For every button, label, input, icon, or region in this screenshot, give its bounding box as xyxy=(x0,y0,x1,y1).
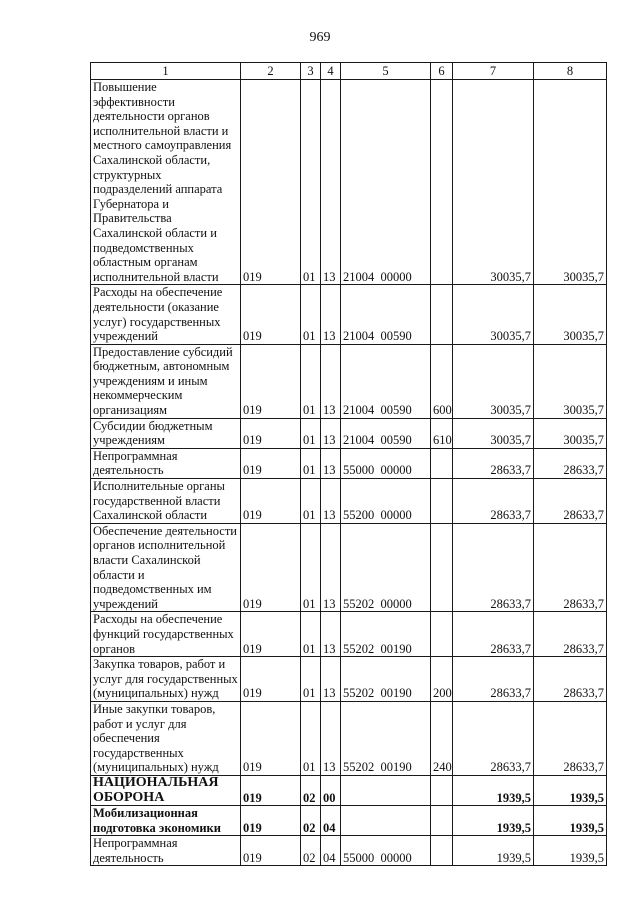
header-cell: 6 xyxy=(431,63,453,80)
header-row xyxy=(91,63,607,80)
section-code-cell: 01 xyxy=(301,612,321,657)
section-code-cell: 02 xyxy=(301,775,321,805)
table-row xyxy=(91,775,607,805)
item-name-cell: Мобилизационная подготовка экономики xyxy=(91,806,241,836)
amount-cell: 30035,7 xyxy=(453,285,534,344)
target-item-cell: 21004 00000 xyxy=(341,80,431,285)
ministry-code-cell: 019 xyxy=(241,657,301,702)
expense-type-cell xyxy=(431,612,453,657)
expense-type-cell xyxy=(431,479,453,524)
table-row xyxy=(91,523,607,612)
expense-type-cell: 610 xyxy=(431,418,453,448)
expense-type-cell xyxy=(431,448,453,478)
expense-type-cell: 200 xyxy=(431,657,453,702)
amount-cell: 28633,7 xyxy=(534,448,607,478)
table-row xyxy=(91,806,607,836)
table-row xyxy=(91,657,607,702)
target-item-cell xyxy=(341,775,431,805)
target-item-cell: 55202 00190 xyxy=(341,701,431,775)
ministry-code-cell: 019 xyxy=(241,80,301,285)
header-cell: 8 xyxy=(534,63,607,80)
page-number: 969 xyxy=(309,30,331,45)
target-item-cell: 55202 00000 xyxy=(341,523,431,612)
item-name-cell: Иные закупки товаров, работ и услуг для обеспечения государственных (муниципальных) нужд xyxy=(91,701,241,775)
ministry-code-cell: 019 xyxy=(241,479,301,524)
subsection-code-cell: 13 xyxy=(321,612,341,657)
target-item-cell xyxy=(341,806,431,836)
ministry-code-cell: 019 xyxy=(241,285,301,344)
amount-cell: 28633,7 xyxy=(453,523,534,612)
amount-cell: 28633,7 xyxy=(453,448,534,478)
section-code-cell: 02 xyxy=(301,806,321,836)
item-name-cell: Расходы на обеспечение деятельности (оказание услуг) государственных учреждений xyxy=(91,285,241,344)
section-code-cell: 02 xyxy=(301,836,321,866)
item-name-cell: Обеспечение деятельности органов исполнительной власти Сахалинской области и подведомственных им учреждений xyxy=(91,523,241,612)
amount-cell: 28633,7 xyxy=(534,479,607,524)
target-item-cell: 55202 00190 xyxy=(341,657,431,702)
subsection-code-cell: 13 xyxy=(321,448,341,478)
amount-cell: 1939,5 xyxy=(453,775,534,805)
ministry-code-cell: 019 xyxy=(241,612,301,657)
header-cell: 4 xyxy=(321,63,341,80)
amount-cell: 30035,7 xyxy=(534,285,607,344)
expense-type-cell xyxy=(431,836,453,866)
expense-type-cell: 240 xyxy=(431,701,453,775)
amount-cell: 28633,7 xyxy=(453,657,534,702)
target-item-cell: 55000 00000 xyxy=(341,836,431,866)
amount-cell: 30035,7 xyxy=(453,344,534,418)
section-code-cell: 01 xyxy=(301,523,321,612)
expense-type-cell xyxy=(431,80,453,285)
budget-table xyxy=(90,62,607,866)
table-body xyxy=(91,80,607,866)
table-row xyxy=(91,344,607,418)
table-row xyxy=(91,418,607,448)
ministry-code-cell: 019 xyxy=(241,701,301,775)
amount-cell: 1939,5 xyxy=(534,775,607,805)
section-code-cell: 01 xyxy=(301,80,321,285)
item-name-cell: Непрограммная деятельность xyxy=(91,836,241,866)
item-name-cell: Предоставление субсидий бюджетным, автономным учреждениям и иным некоммерческим организациям xyxy=(91,344,241,418)
table-row xyxy=(91,285,607,344)
target-item-cell: 21004 00590 xyxy=(341,285,431,344)
expense-type-cell: 600 xyxy=(431,344,453,418)
amount-cell: 28633,7 xyxy=(453,612,534,657)
expense-type-cell xyxy=(431,806,453,836)
amount-cell: 1939,5 xyxy=(453,836,534,866)
subsection-code-cell: 13 xyxy=(321,344,341,418)
ministry-code-cell: 019 xyxy=(241,775,301,805)
amount-cell: 30035,7 xyxy=(453,418,534,448)
amount-cell: 30035,7 xyxy=(534,80,607,285)
amount-cell: 1939,5 xyxy=(453,806,534,836)
target-item-cell: 55200 00000 xyxy=(341,479,431,524)
expense-type-cell xyxy=(431,285,453,344)
ministry-code-cell: 019 xyxy=(241,448,301,478)
section-code-cell: 01 xyxy=(301,285,321,344)
subsection-code-cell: 00 xyxy=(321,775,341,805)
item-name-cell: Расходы на обеспечение функций государственных органов xyxy=(91,612,241,657)
header-cell: 3 xyxy=(301,63,321,80)
ministry-code-cell: 019 xyxy=(241,806,301,836)
amount-cell: 28633,7 xyxy=(534,612,607,657)
section-code-cell: 01 xyxy=(301,479,321,524)
target-item-cell: 55000 00000 xyxy=(341,448,431,478)
target-item-cell: 55202 00190 xyxy=(341,612,431,657)
table-row xyxy=(91,448,607,478)
ministry-code-cell: 019 xyxy=(241,418,301,448)
table-row xyxy=(91,701,607,775)
amount-cell: 30035,7 xyxy=(453,80,534,285)
table-row xyxy=(91,479,607,524)
table-row xyxy=(91,80,607,285)
subsection-code-cell: 04 xyxy=(321,836,341,866)
amount-cell: 28633,7 xyxy=(453,479,534,524)
amount-cell: 1939,5 xyxy=(534,836,607,866)
table-row xyxy=(91,612,607,657)
subsection-code-cell: 13 xyxy=(321,80,341,285)
subsection-code-cell: 13 xyxy=(321,285,341,344)
target-item-cell: 21004 00590 xyxy=(341,418,431,448)
subsection-code-cell: 13 xyxy=(321,479,341,524)
expense-type-cell xyxy=(431,775,453,805)
ministry-code-cell: 019 xyxy=(241,344,301,418)
subsection-code-cell: 04 xyxy=(321,806,341,836)
section-code-cell: 01 xyxy=(301,344,321,418)
amount-cell: 1939,5 xyxy=(534,806,607,836)
header-cell: 5 xyxy=(341,63,431,80)
section-code-cell: 01 xyxy=(301,701,321,775)
header-cell: 2 xyxy=(241,63,301,80)
subsection-code-cell: 13 xyxy=(321,523,341,612)
subsection-code-cell: 13 xyxy=(321,418,341,448)
ministry-code-cell: 019 xyxy=(241,523,301,612)
header-cell: 1 xyxy=(91,63,241,80)
amount-cell: 28633,7 xyxy=(534,657,607,702)
amount-cell: 28633,7 xyxy=(453,701,534,775)
item-name-cell: Закупка товаров, работ и услуг для государственных (муниципальных) нужд xyxy=(91,657,241,702)
ministry-code-cell: 019 xyxy=(241,836,301,866)
target-item-cell: 21004 00590 xyxy=(341,344,431,418)
header-cell: 7 xyxy=(453,63,534,80)
subsection-code-cell: 13 xyxy=(321,657,341,702)
section-code-cell: 01 xyxy=(301,657,321,702)
item-name-cell: Исполнительные органы государственной власти Сахалинской области xyxy=(91,479,241,524)
item-name-cell: НАЦИОНАЛЬНАЯ ОБОРОНА xyxy=(91,775,241,805)
amount-cell: 30035,7 xyxy=(534,418,607,448)
item-name-cell: Субсидии бюджетным учреждениям xyxy=(91,418,241,448)
table-row xyxy=(91,836,607,866)
subsection-code-cell: 13 xyxy=(321,701,341,775)
section-code-cell: 01 xyxy=(301,418,321,448)
item-name-cell: Непрограммная деятельность xyxy=(91,448,241,478)
section-code-cell: 01 xyxy=(301,448,321,478)
amount-cell: 28633,7 xyxy=(534,523,607,612)
item-name-cell: Повышение эффективности деятельности органов исполнительной власти и местного самоуправления Сахалинской области, структурных подразделений аппарата Губернатора и Правительства Сахалинской области и подведомственных областным органам исполнительной власти xyxy=(91,80,241,285)
amount-cell: 28633,7 xyxy=(534,701,607,775)
amount-cell: 30035,7 xyxy=(534,344,607,418)
expense-type-cell xyxy=(431,523,453,612)
